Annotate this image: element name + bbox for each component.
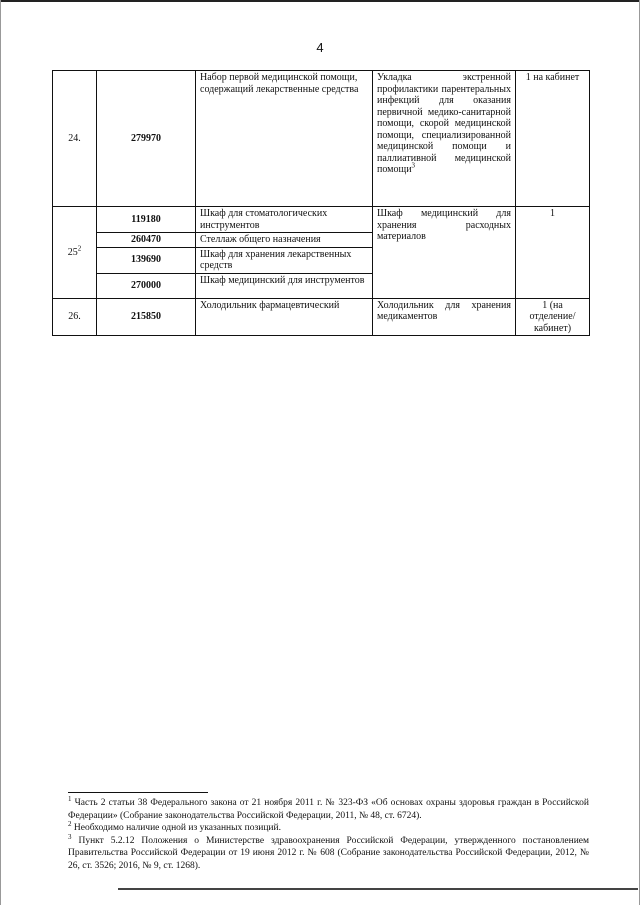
footnote-mark: 3 — [68, 832, 72, 841]
okpd-code: 139690 — [97, 247, 196, 273]
table-row — [53, 298, 590, 336]
table-row — [53, 207, 590, 233]
okpd-code: 270000 — [97, 273, 196, 298]
item-purpose: Холодильник для хранения медикаментов — [373, 298, 516, 336]
okpd-code: 279970 — [97, 71, 196, 207]
item-quantity: 1 на кабинет — [516, 71, 590, 207]
page-left-edge — [0, 0, 1, 905]
footnote-ref: 2 — [77, 244, 82, 253]
footnote-item — [68, 819, 589, 835]
item-quantity: 1 — [516, 207, 590, 299]
table-row — [53, 71, 590, 207]
item-name: Холодильник фармацевтический — [196, 298, 373, 336]
row-number: 26. — [53, 298, 97, 336]
footnote-item — [68, 794, 589, 822]
row-number-text: 25 — [67, 246, 78, 258]
row-number — [53, 207, 97, 299]
footnotes — [68, 794, 590, 872]
okpd-code: 260470 — [97, 233, 196, 248]
footnote-item — [68, 832, 590, 873]
footnote-ref: 3 — [411, 161, 416, 170]
footnote-text: Часть 2 статьи 38 Федерального закона от 21 ноября 2011 г. № 323-ФЗ «Об основах охраны здоровья граждан в Российской Федерации» (Собрание законодательства Российской Федерации, 2011, № 48, ст. 6724). — [68, 798, 589, 821]
okpd-code: 119180 — [97, 207, 196, 233]
item-name: Стеллаж общего назначения — [196, 233, 373, 248]
page-bottom-edge — [118, 888, 638, 890]
item-purpose-text: Укладка экстренной профилактики парентеральных инфекций для оказания первичной медико-санитарной помощи, скорой медицинской помощи, специализированной медицинской помощи и паллиативной медицинской помощи — [377, 72, 511, 175]
item-name: Набор первой медицинской помощи, содержащий лекарственные средства — [196, 71, 373, 207]
item-name: Шкаф для хранения лекарственных средств — [196, 247, 373, 273]
row-number: 24. — [53, 71, 97, 207]
item-name: Шкаф для стоматологических инструментов — [196, 207, 373, 233]
item-quantity: 1 (на отделение/ кабинет) — [516, 298, 590, 336]
page-top-edge — [0, 0, 640, 2]
footnote-separator — [68, 792, 208, 793]
footnote-mark: 1 — [68, 794, 72, 803]
footnote-mark: 2 — [68, 819, 72, 828]
okpd-code: 215850 — [97, 298, 196, 336]
footnote-text: Необходимо наличие одной из указанных позиций. — [73, 823, 281, 833]
item-purpose: Шкаф медицинский для хранения расходных материалов — [373, 207, 516, 299]
footnote-text: Пункт 5.2.12 Положения о Министерстве здравоохранения Российской Федерации, утвержденного постановлением Правительства Российской Федерации от 19 июня 2012 г. № 608 (Собрание законодательства Российской Федерации, 2012, № 26, ст. 3526; 2016, № 9, ст. 1268). — [68, 835, 590, 871]
item-name: Шкаф медицинский для инструментов — [196, 273, 373, 298]
page-number: 4 — [316, 40, 324, 55]
item-purpose — [373, 71, 516, 207]
equipment-table — [52, 70, 590, 336]
